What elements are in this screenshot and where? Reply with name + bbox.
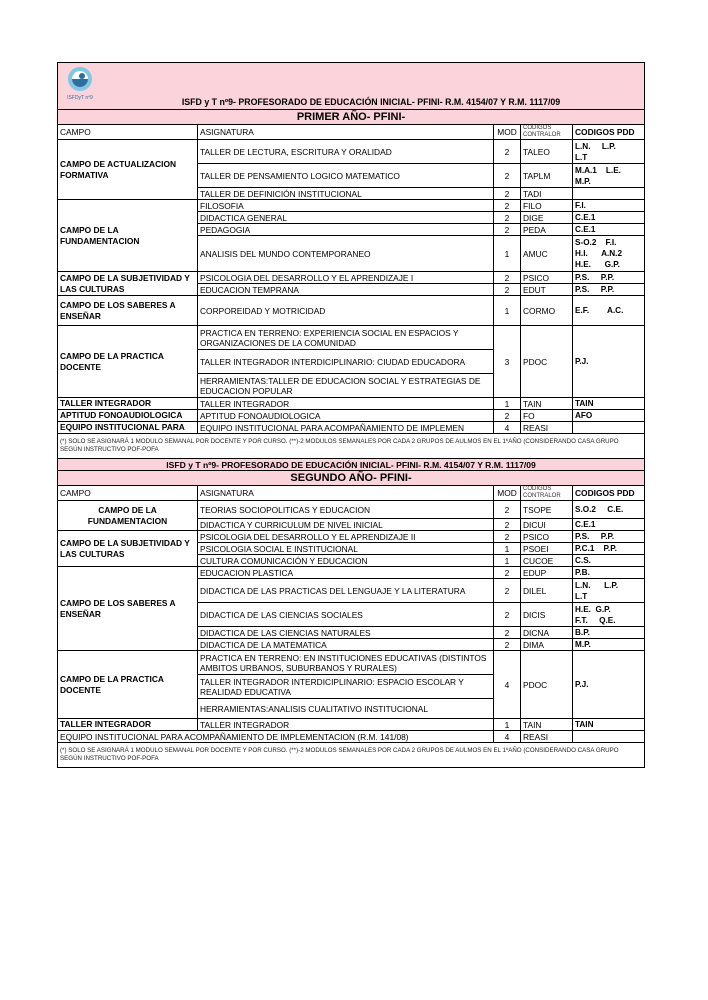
mod-cell: 2 [494,519,521,531]
institution-header [58,63,645,110]
campo-cell: CAMPO DE LA PRACTICA DOCENTE [58,326,198,398]
mod-cell: 4 [494,422,521,434]
header-codigos-pdd: CODIGOS PDD [573,486,645,501]
header-codigos-pdd: CODIGOS PDD [573,125,645,140]
header-campo: CAMPO [58,125,198,140]
asignatura-cell: HERRAMIENTAS:TALLER DE EDUCACION SOCIAL Y ESTRATEGIAS DE EDUCACION POPULAR [198,374,494,398]
codigo-contralor-cell: CORMO [521,296,573,326]
table-row [58,422,645,434]
asignatura-cell: TALLER INTEGRADOR INTERDICIPLINARIO: ESPACIO ESCOLAR Y REALIDAD EDUCATIVA [198,675,494,699]
codigo-pdd-cell: C.E.1 [573,212,645,224]
codigo-pdd-cell: P.S. P.P. [573,284,645,296]
asignatura-cell: CORPOREIDAD Y MOTRICIDAD [198,296,494,326]
asignatura-cell: CULTURA COMUNICACIÓN Y EDUCACION [198,555,494,567]
table-row [58,296,645,326]
header-codigos-contralor: CODIGOS CONTRALOR [521,125,573,140]
asignatura-cell: DIDACTICA DE LAS CIENCIAS NATURALES [198,627,494,639]
codigo-contralor-cell: EDUT [521,284,573,296]
mod-cell: 2 [494,212,521,224]
codigo-pdd-cell: L.N. L.P. L.T [573,579,645,603]
table-row [58,651,645,675]
codigo-contralor-cell: DIMA [521,639,573,651]
mod-cell: 2 [494,639,521,651]
campo-cell: EQUIPO INSTITUCIONAL PARA ACOMPAÑAMIENTO DE IMPLEMENTACION (R.M. 141/08) [58,731,494,743]
first-year-note: (*) SOLO SE ASIGNARÁ 1 MODULO SEMANAL POR DOCENTE Y POR CURSO. (**)-2 MODULOS SEMANALES POR CADA 2 GRUPOS DE AULMOS EN EL 1ºAÑO (CONSIDERANDO CASA GRUPO SEGÚN INSTRUCTIVO POF-POFA [58,434,645,459]
codigo-contralor-cell: PEDA [521,224,573,236]
codigo-pdd-cell: S.O.2 C.E. [573,501,645,519]
table-row [58,719,645,731]
mod-cell: 1 [494,398,521,410]
asignatura-cell: DIDACTICA Y CURRICULUM DE NIVEL INICIAL [198,519,494,531]
asignatura-cell: DIDACTICA DE LA MATEMATICA [198,639,494,651]
asignatura-cell: ANALISIS DEL MUNDO CONTEMPORANEO [198,236,494,272]
codigo-pdd-cell: P.C.1 P.P. [573,543,645,555]
codigo-contralor-cell: TAPLM [521,164,573,188]
codigo-pdd-cell: S-O.2 F.I. H.I. A.N.2 H.E. G.P. [573,236,645,272]
codigo-contralor-cell: DICNA [521,627,573,639]
asignatura-cell: TALLER DE DEFINICIÓN INSTITUCIONAL [198,188,494,200]
mod-cell: 2 [494,200,521,212]
asignatura-cell: FILOSOFIA [198,200,494,212]
asignatura-cell: HERRAMIENTAS:ANALISIS CUALITATIVO INSTITUCIONAL [198,699,494,719]
codigo-contralor-cell: TALEO [521,140,573,164]
asignatura-cell: TALLER INTEGRADOR INTERDICIPLINARIO: CIUDAD EDUCADORA [198,350,494,374]
codigo-contralor-cell: TAIN [521,719,573,731]
asignatura-cell: TALLER INTEGRADOR [198,719,494,731]
institution-line: ISFD y T nº9- PROFESORADO DE EDUCACIÓN INICIAL- PFINI- R.M. 4154/07 Y R.M. 1117/09 [181,97,561,107]
table-row [58,731,645,743]
codigo-pdd-cell: TAIN [573,398,645,410]
asignatura-cell: PSICOLOGIA DEL DESARROLLO Y EL APRENDIZAJE II [198,531,494,543]
mod-cell: 2 [494,188,521,200]
second-year-title: SEGUNDO AÑO- PFINI- [58,471,645,486]
asignatura-cell: TALLER INTEGRADOR [198,398,494,410]
header-asignatura: ASIGNATURA [198,125,494,140]
asignatura-cell: PRACTICA EN TERRENO: EXPERIENCIA SOCIAL EN ESPACIOS Y ORGANIZACIONES DE LA COMUNIDAD [198,326,494,350]
codigo-contralor-cell: REASI [521,731,573,743]
asignatura-cell: DIDACTICA DE LAS PRACTICAS DEL LENGUAJE Y LA LITERATURA [198,579,494,603]
institution-header-row [58,63,645,110]
codigo-pdd-cell: P.S. P.P. [573,531,645,543]
mod-cell: 1 [494,236,521,272]
header-campo: CAMPO [58,486,198,501]
codigo-pdd-cell [573,731,645,743]
codigo-contralor-cell: FO [521,410,573,422]
campo-cell: CAMPO DE LA FUNDAMENTACION [58,200,198,272]
document-sheet [57,62,644,768]
header-mod: MOD [494,486,521,501]
mod-cell: 2 [494,272,521,284]
table-row [58,410,645,422]
asignatura-cell: TEORIAS SOCIOPOLITICAS Y EDUCACION [198,501,494,519]
codigo-pdd-cell: L.N. L.P. L.T [573,140,645,164]
table-row [58,398,645,410]
mod-cell: 2 [494,567,521,579]
header-mod: MOD [494,125,521,140]
asignatura-cell: PRACTICA EN TERRENO: EN INSTITUCIONES EDUCATIVAS (DISTINTOS AMBITOS URBANOS, SUBURBANOS Y RURALES) [198,651,494,675]
codigo-pdd-cell: M.A.1 L.E. M.P. [573,164,645,188]
codigo-contralor-cell: PSICO [521,272,573,284]
table-row [58,140,645,164]
codigo-pdd-cell: P.J. [573,326,645,398]
mod-cell: 2 [494,284,521,296]
mod-cell: 2 [494,224,521,236]
mod-cell: 1 [494,555,521,567]
codigo-contralor-cell: REASI [521,422,573,434]
codigo-contralor-cell: PSICO [521,531,573,543]
asignatura-cell: DIDACTICA DE LAS CIENCIAS SOCIALES [198,603,494,627]
codigo-pdd-cell: P.J. [573,651,645,719]
codigo-pdd-cell: TAIN [573,719,645,731]
mod-cell: 1 [494,296,521,326]
table-row [58,501,645,519]
codigo-pdd-cell: C.E.1 [573,224,645,236]
codigo-pdd-cell [573,188,645,200]
asignatura-cell: PEDAGOGIA [198,224,494,236]
table-row [58,272,645,284]
mod-cell: 2 [494,410,521,422]
codigo-pdd-cell: M.P. [573,639,645,651]
codigo-contralor-cell: DIGE [521,212,573,224]
campo-cell: CAMPO DE LOS SABERES A ENSEÑAR [58,296,198,326]
codigo-contralor-cell: TADI [521,188,573,200]
table-row [58,200,645,212]
mod-cell: 1 [494,719,521,731]
codigo-pdd-cell: E.F. A.C. [573,296,645,326]
codigo-contralor-cell: PDOC [521,651,573,719]
codigo-contralor-cell: EDUP [521,567,573,579]
codigo-pdd-cell: C.S. [573,555,645,567]
codigo-pdd-cell: P.B. [573,567,645,579]
codigo-contralor-cell: DICIS [521,603,573,627]
asignatura-cell: EDUCACION PLASTICA [198,567,494,579]
header-asignatura: ASIGNATURA [198,486,494,501]
first-year-header-row [58,125,645,140]
campo-cell: CAMPO DE LA SUBJETIVIDAD Y LAS CULTURAS [58,531,198,567]
mod-cell: 3 [494,326,521,398]
mod-cell: 2 [494,501,521,519]
logo-text: ISFDyT nº9 [67,95,93,101]
second-year-note: (*) SOLO SE ASIGNARÁ 1 MODULO SEMANAL POR DOCENTE Y POR CURSO. (**)-2 MODULOS SEMANALES POR CADA 2 GRUPOS DE AULMOS EN EL 1ºAÑO (CONSIDERANDO CASA GRUPO SEGÚN INSTRUCTIVO POF-POFA [58,743,645,768]
codigo-pdd-cell: B.P. [573,627,645,639]
asignatura-cell: EQUIPO INSTITUCIONAL PARA ACOMPAÑAMIENTO DE IMPLEMEN [198,422,494,434]
first-year-title: PRIMER AÑO- PFINI- [58,110,645,125]
codigo-pdd-cell: AFO [573,410,645,422]
asignatura-cell: TALLER DE PENSAMIENTO LOGICO MATEMATICO [198,164,494,188]
first-year-table [57,62,645,458]
mod-cell: 4 [494,731,521,743]
campo-cell: TALLER INTEGRADOR [58,398,198,410]
asignatura-cell: DIDACTICA GENERAL [198,212,494,224]
codigo-pdd-cell: H.E. G.P. F.T. Q.E. [573,603,645,627]
codigo-contralor-cell: DILEL [521,579,573,603]
codigo-contralor-cell: CUCOE [521,555,573,567]
codigo-contralor-cell: TAIN [521,398,573,410]
asignatura-cell: APTITUD FONOAUDIOLOGICA [198,410,494,422]
codigo-contralor-cell: FILO [521,200,573,212]
asignatura-cell: PSICOLOGIA DEL DESARROLLO Y EL APRENDIZAJE I [198,272,494,284]
codigo-contralor-cell: PSOEI [521,543,573,555]
asignatura-cell: EDUCACION TEMPRANA [198,284,494,296]
asignatura-cell: TALLER DE LECTURA, ESCRITURA Y ORALIDAD [198,140,494,164]
mod-cell: 2 [494,164,521,188]
codigo-contralor-cell: PDOC [521,326,573,398]
codigo-contralor-cell: TSOPE [521,501,573,519]
mod-cell: 2 [494,627,521,639]
mod-cell: 2 [494,579,521,603]
second-year-header-row [58,486,645,501]
campo-cell: CAMPO DE LA SUBJETIVIDAD Y LAS CULTURAS [58,272,198,296]
header-codigos-contralor: CODIGOS CONTRALOR [521,486,573,501]
mod-cell: 2 [494,140,521,164]
campo-cell: CAMPO DE ACTUALIZACION FORMATIVA [58,140,198,200]
campo-cell: APTITUD FONOAUDIOLOGICA [58,410,198,422]
mod-cell: 4 [494,651,521,719]
institution-line-2: ISFD y T nº9- PROFESORADO DE EDUCACIÓN INICIAL- PFINI- R.M. 4154/07 Y R.M. 1117/09 [58,459,645,471]
mod-cell: 2 [494,603,521,627]
table-row [58,567,645,579]
campo-cell: CAMPO DE LA FUNDAMENTACION [58,501,198,531]
codigo-pdd-cell: C.E.1 [573,519,645,531]
table-row [58,326,645,350]
mod-cell: 2 [494,531,521,543]
codigo-pdd-cell [573,422,645,434]
institute-logo [62,65,98,103]
campo-cell: TALLER INTEGRADOR [58,719,198,731]
mod-cell: 1 [494,543,521,555]
codigo-contralor-cell: AMUC [521,236,573,272]
codigo-pdd-cell: P.S. P.P. [573,272,645,284]
asignatura-cell: PSICOLOGIA SOCIAL E INSTITUCIONAL [198,543,494,555]
codigo-contralor-cell: DICUI [521,519,573,531]
campo-cell: CAMPO DE LA PRACTICA DOCENTE [58,651,198,719]
table-row [58,531,645,543]
campo-cell: CAMPO DE LOS SABERES A ENSEÑAR [58,567,198,651]
codigo-pdd-cell: F.I. [573,200,645,212]
campo-cell: EQUIPO INSTITUCIONAL PARA [58,422,198,434]
second-year-table [57,458,645,768]
